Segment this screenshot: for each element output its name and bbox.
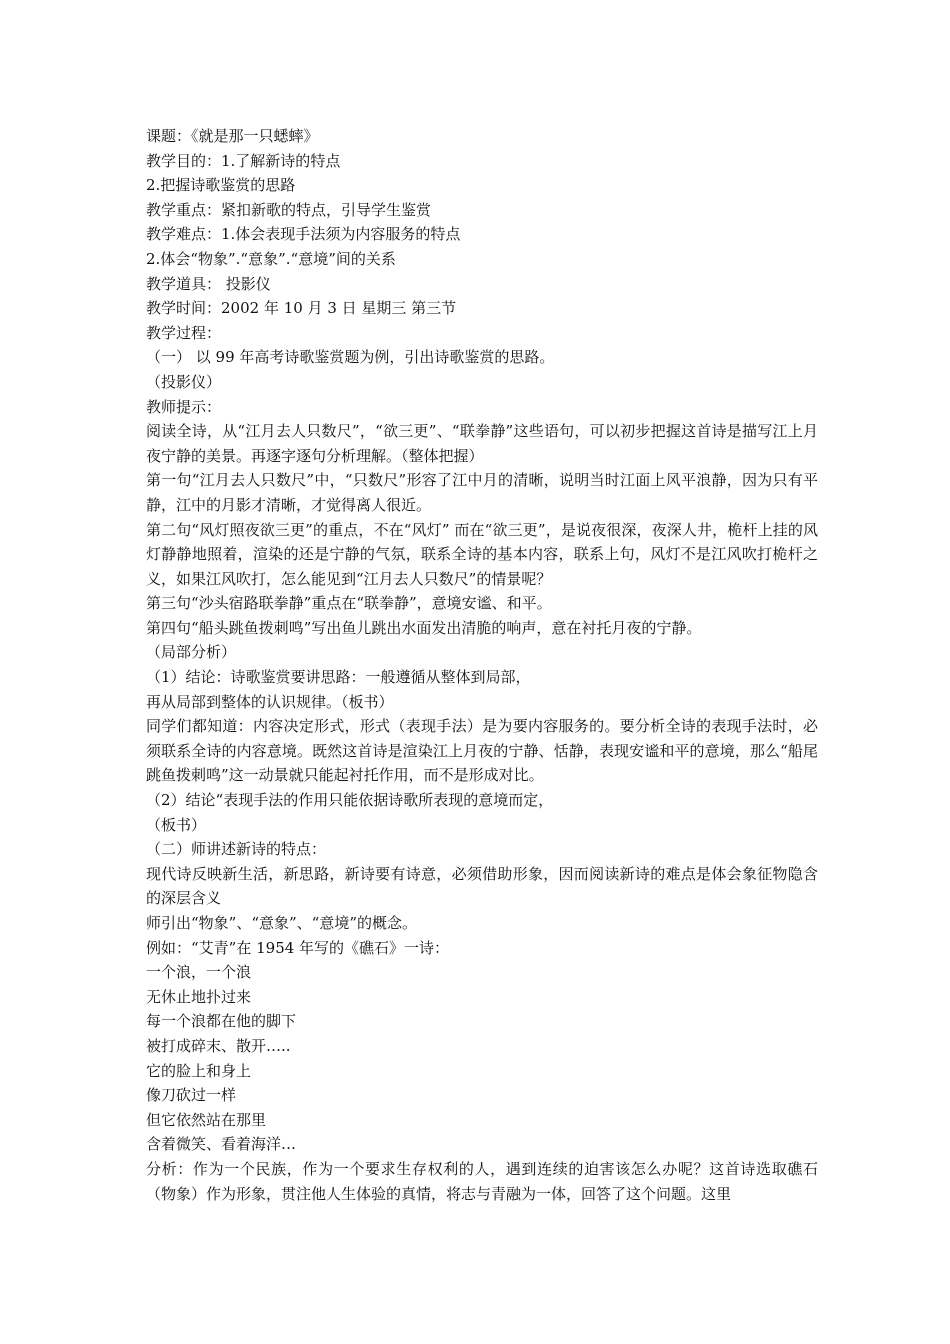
poem-line-1: 一个浪，一个浪 [146,963,252,982]
conclusion-1: （1）结论：诗歌鉴赏要讲思路：一般遵循从整体到局部， [146,668,531,687]
paragraph-third-line: 第三句“沙头宿路联拳静”重点在“联拳静”，意境安谧、和平。 [146,594,552,613]
poem-line-8: 含着微笑、看着海洋… [146,1135,297,1154]
local-analysis-note: （局部分析） [146,643,237,662]
teacher-hint-heading: 教师提示： [146,397,222,416]
paragraph-modern-poetry: 现代诗反映新生活，新思路，新诗要有诗意，必须借助形象，因而阅读新诗的难点是体会象征物隐含的深层含义 [146,864,818,908]
paragraph-fourth-line: 第四句“船头跳鱼拨刺鸣”写出鱼儿跳出水面发出清脆的响声，意在衬托月夜的宁静。 [146,618,702,637]
teaching-difficulty-1: 教学难点：1.体会表现手法须为内容服务的特点 [146,225,461,244]
board-note: （板书） [146,815,207,834]
conclusion-1-continued: 再从局部到整体的认识规律。（板书） [146,692,394,711]
poem-line-5: 它的脸上和身上 [146,1061,252,1080]
paragraph-analysis: 分析：作为一个民族，作为一个要求生存权利的人，遇到连续的迫害该怎么办呢？这首诗选取礁石（物象）作为形象，贯注他人生体验的真情，将志与青融为一体，回答了这个问题。这里 [146,1159,818,1203]
teaching-focus: 教学重点：紧扣新歌的特点，引导学生鉴赏 [146,200,432,219]
conclusion-2: （2）结论“表现手法的作用只能依据诗歌所表现的意境而定， [146,791,554,810]
section-one-heading: （一） 以 99 年高考诗歌鉴赏题为例，引出诗歌鉴赏的思路。 [146,348,555,367]
teaching-difficulty-2: 2.体会“物象”.“意象”.“意境”间的关系 [146,249,396,268]
lesson-title: 课题：《就是那一只蟋蟀》 [146,127,319,145]
poem-line-6: 像刀砍过一样 [146,1086,237,1105]
paragraph-second-line: 第二句“风灯照夜欲三更”的重点，不在“风灯” 而在“欲三更”，是说夜很深，夜深人井，桅杆上挂的风灯静静地照着，渲染的还是宁静的气氛，联系全诗的基本内容，联系上句，风灯不是江风吹打桅杆之义，如果江风吹打，怎么能见到“江月去人只数尺”的情景呢？ [146,520,818,588]
teaching-time: 教学时间：2002 年 10 月 3 日 星期三 第三节 [146,299,457,318]
poem-line-7: 但它依然站在那里 [146,1110,267,1129]
section-two-heading: （二）师讲述新诗的特点： [146,840,327,859]
poem-line-3: 每一个浪都在他的脚下 [146,1012,297,1031]
teaching-goal-1: 教学目的：1.了解新诗的特点 [146,151,341,170]
paragraph-first-line: 第一句“江月去人只数尺”中，“只数尺”形容了江中月的清晰，说明当时江面上风平浪静，因为只有平静，江中的月影才清晰，才觉得离人很近。 [146,471,818,514]
teaching-goal-2: 2.把握诗歌鉴赏的思路 [146,176,296,195]
poem-line-2: 无休止地扑过来 [146,987,252,1006]
document-body [146,124,818,1206]
example-intro: 例如：“艾青”在 1954 年写的《礁石》一诗： [146,938,450,957]
poem-line-4: 被打成碎末、散开….. [146,1036,291,1055]
teaching-process-heading: 教学过程： [146,323,222,342]
teaching-tools: 教学道具： 投影仪 [146,274,271,293]
paragraph-content-form: 同学们都知道：内容决定形式，形式（表现手法）是为要内容服务的。要分析全诗的表现手法时，必须联系全诗的内容意境。既然这首诗是渲染江上月夜的宁静、恬静，表现安谧和平的意境，那么“船尾跳鱼拨刺鸣”这一动景就只能起衬托作用，而不是形成对比。 [146,717,818,785]
concepts-intro: 师引出“物象”、“意象”、“意境”的概念。 [146,914,418,932]
paragraph-overall-reading: 阅读全诗，从“江月去人只数尺”，“欲三更”、“联拳静”这些语句，可以初步把握这首诗是描写江上月夜宁静的美景。再逐字逐句分析理解。（整体把握） [146,422,818,465]
projector-note: （投影仪） [146,372,222,391]
